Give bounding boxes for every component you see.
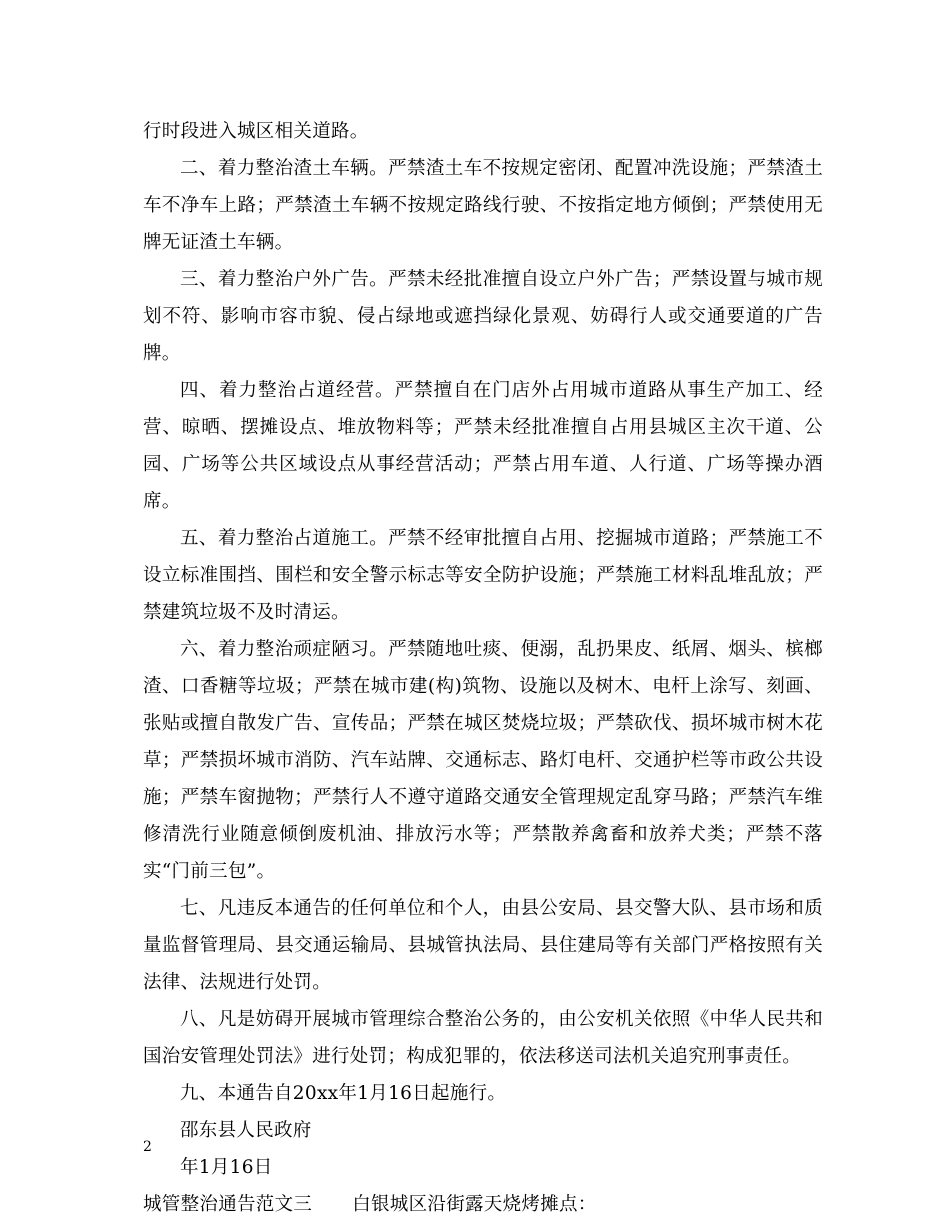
document-body — [143, 113, 823, 1223]
signature-date: 年1月16日 — [180, 1157, 273, 1178]
paragraph-item-6: 六、着力整治顽症陋习。严禁随地吐痰、便溺，乱扔果皮、纸屑、烟头、槟榔渣、口香糖等垃圾；严禁在城市建(构)筑物、设施以及树木、电杆上涂写、刻画、张贴或擅自散发广告、宣传品；严禁在城区焚烧垃圾；严禁砍伐、损坏城市树木花草；严禁损坏城市消防、汽车站牌、交通标志、路灯电杆、交通护栏等市政公共设施；严禁车窗抛物；严禁行人不遵守道路交通安全管理规定乱穿马路；严禁汽车维修清洗行业随意倾倒废机油、排放污水等；严禁散养禽畜和放养犬类；严禁不落实“门前三包”。 — [143, 639, 823, 882]
signature-issuer: 邵东县人民政府 — [180, 1120, 312, 1141]
next-section-subtitle: 白银城区沿街露天烧烤摊点： — [352, 1194, 597, 1215]
paragraph-continuation: 行时段进入城区相关道路。 — [143, 121, 369, 142]
next-section-heading — [143, 1186, 823, 1223]
paragraph-item-9: 九、本通告自20xx年1月16日起施行。 — [180, 1083, 507, 1104]
paragraph-item-2: 二、着力整治渣土车辆。严禁渣土车不按规定密闭、配置冲洗设施；严禁渣土车不净车上路；严禁渣土车辆不按规定路线行驶、不按指定地方倾倒；严禁使用无牌无证渣土车辆。 — [143, 158, 823, 253]
paragraph-item-5: 五、着力整治占道施工。严禁不经审批擅自占用、挖掘城市道路；严禁施工不设立标准围挡、围栏和安全警示标志等安全防护设施；严禁施工材料乱堆乱放；严禁建筑垃圾不及时清运。 — [143, 528, 823, 623]
paragraph-item-4: 四、着力整治占道经营。严禁擅自在门店外占用城市道路从事生产加工、经营、晾晒、摆摊设点、堆放物料等；严禁未经批准擅自占用县城区主次干道、公园、广场等公共区域设点从事经营活动；严禁占用车道、人行道、广场等操办酒席。 — [143, 380, 823, 512]
page-number: 2 — [143, 1139, 152, 1155]
paragraph-item-8: 八、凡是妨碍开展城市管理综合整治公务的，由公安机关依照《中华人民共和国治安管理处罚法》进行处罚；构成犯罪的，依法移送司法机关追究刑事责任。 — [143, 1009, 823, 1067]
next-section-title: 城管整治通告范文三 — [143, 1194, 313, 1215]
paragraph-item-3: 三、着力整治户外广告。严禁未经批准擅自设立户外广告；严禁设置与城市规划不符、影响市容市貌、侵占绿地或遮挡绿化景观、妨碍行人或交通要道的广告牌。 — [143, 269, 823, 364]
paragraph-item-7: 七、凡违反本通告的任何单位和个人，由县公安局、县交警大队、县市场和质量监督管理局、县交通运输局、县城管执法局、县住建局等有关部门严格按照有关法律、法规进行处罚。 — [143, 898, 823, 993]
